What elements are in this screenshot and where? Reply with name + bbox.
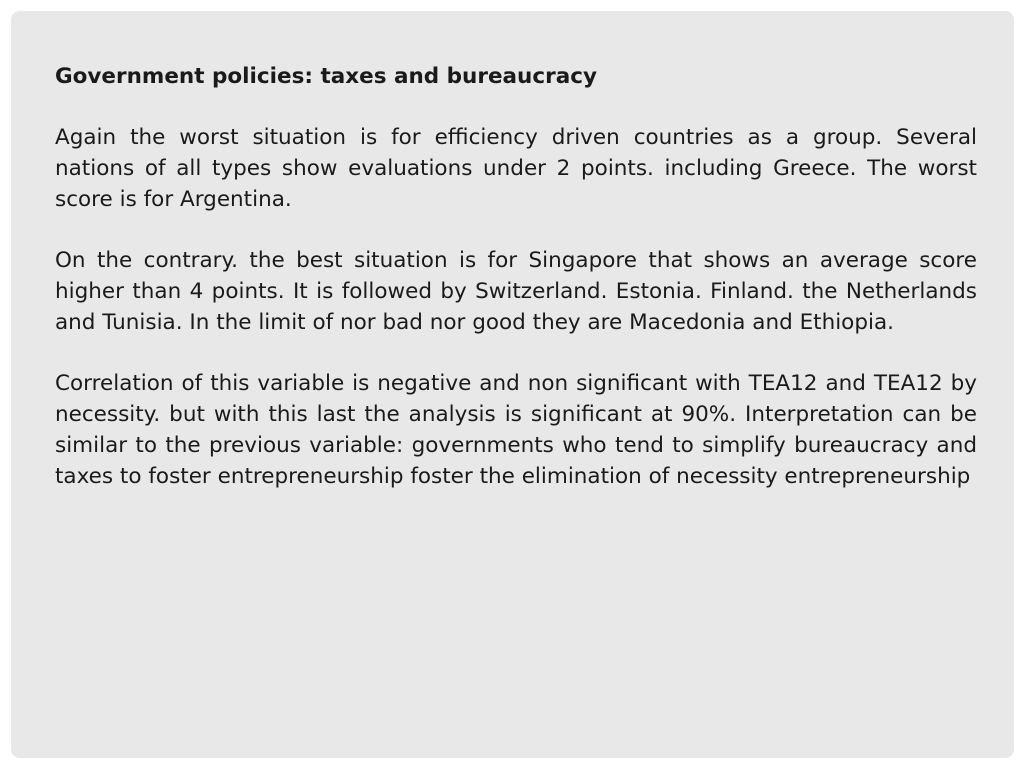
slide-content (55, 61, 977, 522)
paragraph-worst-situation: Again the worst situation is for efficiency driven countries as a group. Several nations of all types show evaluations under 2 points. including Greece. The worst score is for Argentina. (55, 125, 977, 212)
slide-panel (11, 11, 1014, 758)
paragraph-best-situation: On the contrary. the best situation is for Singapore that shows an average score higher than 4 points. It is followed by Switzerland. Estonia. Finland. the Netherlands and Tunisia. In the limit of nor bad nor good they are Macedonia and Ethiopia. (55, 248, 977, 335)
paragraph-correlation: Correlation of this variable is negative and non significant with TEA12 and TEA12 by necessity. but with this last the analysis is significant at 90%. Interpretation can be similar to the previous variable: governments who tend to simplify bureaucracy and taxes to foster entrepreneurship foster the elimination of necessity entrepreneurship (55, 371, 977, 489)
slide-title: Government policies: taxes and bureaucracy (55, 64, 597, 89)
